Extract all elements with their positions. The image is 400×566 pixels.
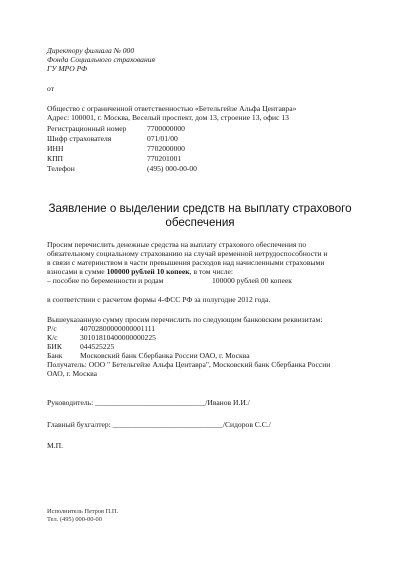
director-signature: [47, 398, 250, 407]
from-label: от: [47, 84, 55, 93]
sender-address: Адрес: 100001, г. Москва, Веселый проспект, дом 13, строение 13, офис 13: [47, 113, 289, 122]
body-text: , в том числе:: [189, 267, 234, 276]
bank-value: Московский банк Сбербанка России ОАО, г. Москва: [80, 351, 250, 360]
bank-value: 40702800000000001111: [80, 324, 156, 333]
director-label: Руководитель:: [47, 398, 94, 407]
bank-row-bank: [47, 351, 250, 360]
title-line-1: Заявление о выделении средств на выплату страхового: [48, 202, 352, 215]
body-p2: в соответствии с расчетом формы 4-ФСС РФ за полугодие 2012 года.: [47, 295, 271, 304]
field-value: 7700000000: [147, 124, 185, 133]
document-title: [0, 202, 400, 230]
executor-phone: Тел. (495) 000-00-00: [47, 516, 102, 523]
bank-label: Р/с: [47, 324, 57, 333]
accountant-signature: [47, 420, 271, 429]
field-label: ИНН: [47, 144, 64, 153]
bank-label: БИК: [47, 342, 62, 351]
body-text: взносами в сумме: [47, 267, 107, 276]
field-label: КПП: [47, 154, 64, 163]
signature-line: _____________________________: [95, 398, 206, 407]
field-value: (495) 000-00-00: [147, 164, 197, 173]
field-label: Регистрационный номер: [47, 124, 127, 133]
signature-line: _____________________________: [112, 420, 223, 429]
bank-row-account: [47, 324, 155, 333]
field-value: 7702000000: [147, 144, 185, 153]
bank-row-bik: [47, 342, 114, 351]
field-insurer-code: [47, 134, 178, 143]
accountant-label: Главный бухгалтер:: [47, 420, 111, 429]
field-label: Шифр страхователя: [47, 134, 112, 143]
addressee-line-3: ГУ МРО РФ: [47, 64, 88, 73]
field-registration-number: [47, 124, 185, 133]
addressee-line-2: Фонда Социального страхования: [47, 55, 156, 64]
field-phone: [47, 164, 197, 173]
recipient-line-1: Получатель: ООО " Бетельгейзе Альфа Центавра", Московский банк Сбербанка России: [47, 360, 331, 369]
bank-label: К/с: [47, 333, 58, 342]
title-line-2: обеспечения: [165, 216, 235, 229]
body-p1-line-2: обязательному социальному страхованию на случай временной нетрудоспособности и: [47, 249, 328, 258]
amount-total: 100000 рублей 10 копеек: [106, 267, 190, 276]
field-inn: [47, 144, 185, 153]
benefit-item-value: 100000 рублей 00 копеек: [212, 276, 292, 285]
accountant-name: /Сидоров С.С./: [222, 420, 271, 429]
field-label: Телефон: [47, 164, 75, 173]
addressee-line-1: Директору филиала № 000: [47, 46, 135, 55]
body-p1-line-3: в связи с материнством в части превышения расходов над начисленными страховыми: [47, 258, 325, 267]
field-kpp: [47, 154, 181, 163]
body-p3: Вышеуказанную сумму просим перечислить по следующим банковским реквизитам:: [47, 315, 323, 324]
sender-organization: Общество с ограниченной ответственностью «Бетельгейзе Альфа Центавра»: [47, 104, 297, 113]
executor-name: Исполнитель Петров П.П.: [47, 508, 119, 515]
benefit-item-label: – пособие по беременности и родам: [47, 276, 164, 285]
bank-row-corr-account: [47, 333, 156, 342]
recipient-line-2: ОАО, г. Москва: [47, 369, 98, 378]
body-p1-line-4: [47, 267, 233, 276]
body-p1-line-1: Просим перечислить денежные средства на выплату страхового обеспечения по: [47, 240, 307, 249]
seal-mark: М.П.: [47, 441, 64, 450]
bank-label: Банк: [47, 351, 63, 360]
field-value: 071/01/00: [147, 134, 178, 143]
field-value: 770201001: [147, 154, 182, 163]
bank-value: 044525225: [80, 342, 115, 351]
bank-value: 30101810400000000225: [80, 333, 156, 342]
director-name: /Иванов И.И./: [205, 398, 250, 407]
